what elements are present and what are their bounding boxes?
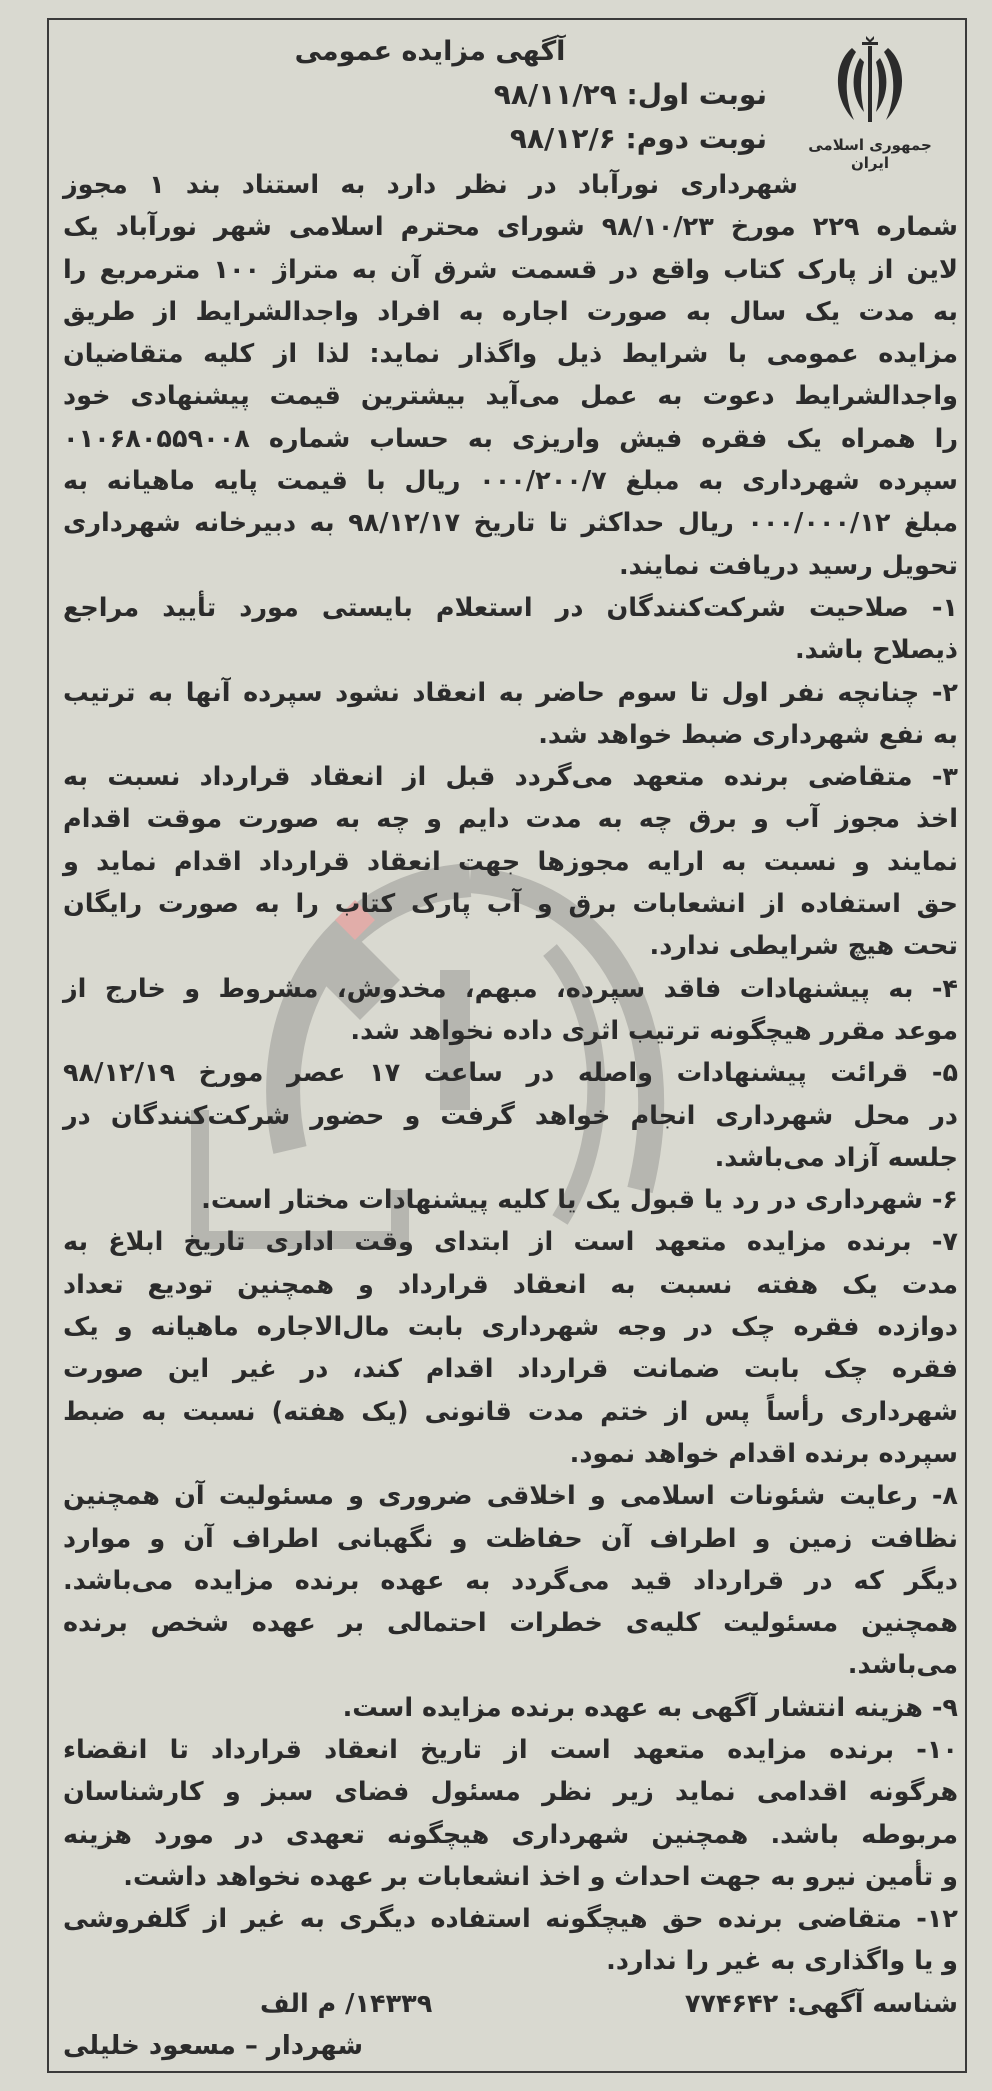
reference-code: ۱۴۳۳۹/ م الف (260, 1988, 433, 2019)
text-line: سپرده شهرداری به مبلغ ۰۰۰/۲۰۰/۷ ریال با قیمت پایه ماهیانه به (63, 466, 958, 497)
paragraph-intro (63, 164, 958, 587)
text-line: را همراه یک فقره فیش واریزی به حساب شماره ۰۱۰۶۸۰۵۵۹۰۰۸ (63, 423, 958, 454)
logo-caption: جمهوری اسلامی ایران (808, 136, 932, 172)
paragraph-item-12 (63, 1898, 958, 1983)
emblem-icon (820, 30, 920, 130)
ad-id-line (63, 1983, 958, 2025)
text-line: مبلغ ۰۰۰/۰۰۰/۱۲ ریال حداکثر تا تاریخ ۹۸/۱۲/۱۷ به دبیرخانه شهرداری (63, 508, 959, 539)
paragraph-item-2 (63, 672, 958, 757)
text-line: حق استفاده از انشعابات برق و آب پارک کتاب را به صورت رایگان (63, 889, 958, 920)
text-line: ۷- برنده مزایده متعهد است از ابتدای وقت اداری تاریخ ابلاغ به (63, 1227, 958, 1258)
text-line: تحویل رسید دریافت نمایند. (618, 550, 958, 581)
paragraph-item-6 (63, 1179, 958, 1221)
paragraph-item-5 (63, 1052, 958, 1179)
text-line: شهرداری رأساً پس از ختم مدت قانونی (یک هفته) نسبت به ضبط (63, 1396, 958, 1427)
text-line: سپرده برنده اقدام خواهد نمود. (569, 1438, 958, 1469)
paragraph-item-1 (63, 587, 958, 672)
text-line: به نفع شهرداری ضبط خواهد شد. (538, 719, 958, 750)
text-line: لاین از پارک کتاب واقع در قسمت شرق آن به متراژ ۱۰۰ مترمربع را (63, 254, 958, 285)
text-line: ۵- قرائت پیشنهادات واصله در ساعت ۱۷ عصر مورخ ۹۸/۱۲/۱۹ (63, 1058, 959, 1089)
paragraph-item-8 (63, 1475, 958, 1686)
mayor-signature: شهردار – مسعود خلیلی (63, 2031, 364, 2062)
text-line: نظافت زمین و اطراف آن حفاظت و نگهبانی اطراف آن و موارد (63, 1523, 958, 1554)
paragraph-item-10 (63, 1729, 958, 1898)
text-line: ۹- هزینه انتشار آگهی به عهده برنده مزایده است. (342, 1692, 958, 1723)
text-line: ۱- صلاحیت شرکت‌کنندگان در استعلام بایستی مورد تأیید مراجع (63, 592, 958, 623)
text-line: شهرداری نورآباد در نظر دارد به استناد بند ۱ مجوز (63, 170, 798, 200)
paragraph-item-7 (63, 1221, 958, 1475)
text-line: فقره چک بابت ضمانت قرارداد اقدام کند، در غیر این صورت (63, 1354, 958, 1385)
text-line: و یا واگذاری به غیر را ندارد. (606, 1946, 958, 1977)
text-line: ۸- رعایت شئونات اسلامی و اخلاقی ضروری و مسئولیت آن همچنین (63, 1481, 958, 1512)
text-line: در محل شهرداری انجام خواهد گرفت و حضور شرکت‌کنندگان در (63, 1100, 958, 1131)
text-line: شماره ۲۲۹ مورخ ۹۸/۱۰/۲۳ شورای محترم اسلامی شهر نورآباد یک (63, 212, 958, 243)
text-line: و تأمین نیرو به جهت احداث و اخذ انشعابات بر عهده نخواهد داشت. (123, 1861, 958, 1892)
ad-body (63, 164, 958, 2067)
text-line: ۳- متقاضی برنده متعهد می‌گردد قبل از انعقاد قرارداد نسبت به (63, 762, 958, 793)
text-line: ۲- چنانچه نفر اول تا سوم حاضر به انعقاد نشود سپرده آنها به ترتیب (63, 677, 958, 708)
text-line: موعد مقرر هیچگونه ترتیب اثری داده نخواهد شد. (350, 1015, 958, 1046)
first-notice-date: نوبت اول: ۹۸/۱۱/۲۹ (493, 78, 767, 111)
ad-id: شناسه آگهی: ۷۷۴۶۴۲ (684, 1988, 958, 2019)
text-line: مدت یک هفته نسبت به انعقاد قرارداد و همچنین تودیع تعداد (63, 1269, 958, 1300)
iran-emblem-logo (800, 30, 940, 172)
text-line: به مدت یک سال به صورت اجاره به افراد واجدالشرایط از طریق (63, 296, 958, 327)
ad-title: آگهی مزایده عمومی (294, 36, 566, 67)
text-line: تحت هیچ شرایطی ندارد. (649, 931, 958, 962)
text-line: مربوطه باشد. همچنین شهرداری هیچگونه تعهدی در مورد هزینه (63, 1819, 958, 1850)
paragraph-item-4 (63, 968, 958, 1053)
text-line: جلسه آزاد می‌باشد. (714, 1142, 958, 1173)
paragraph-item-3 (63, 756, 958, 967)
text-line: دیگر که در قرارداد قید می‌گردد به عهده برنده مزایده می‌باشد. (63, 1565, 958, 1596)
text-line: ذیصلاح باشد. (794, 635, 958, 666)
text-line: ۱۲- متقاضی برنده حق هیچگونه استفاده دیگری به غیر از گلفروشی (63, 1904, 958, 1935)
text-line: ۴- به پیشنهادات فاقد سپرده، مبهم، مخدوش، مشروط و خارج از (63, 973, 958, 1004)
paragraph-item-9 (63, 1687, 958, 1729)
text-line: مزایده عمومی با شرایط ذیل واگذار نماید: لذا از کلیه متقاضیان (63, 339, 958, 370)
second-notice-date: نوبت دوم: ۹۸/۱۲/۶ (509, 122, 767, 155)
text-line: همچنین مسئولیت کلیه‌ی خطرات احتمالی بر عهده شخص برنده (63, 1608, 958, 1639)
text-line: ۱۰- برنده مزایده متعهد است از تاریخ انعقاد قرارداد تا انقضاء (63, 1734, 958, 1765)
text-line: می‌باشد. (847, 1650, 958, 1681)
text-line: نمایند و نسبت به ارایه مجوزها جهت انعقاد قرارداد اقدام نماید و (63, 846, 958, 877)
text-line: دوازده فقره چک در وجه شهرداری بابت مال‌الاجاره ماهیانه و یک (63, 1312, 958, 1343)
text-line: واجدالشرایط دعوت به عمل می‌آید بیشترین قیمت پیشنهادی خود (63, 381, 958, 412)
text-line: ۶- شهرداری در رد یا قبول یک یا کلیه پیشنهادات مختار است. (201, 1185, 958, 1216)
text-line: هرگونه اقدامی نماید زیر نظر مسئول فضای سبز و کارشناسان (63, 1777, 958, 1808)
signature-line (63, 2025, 958, 2067)
text-line: اخذ مجوز آب و برق چه به مدت دایم و چه به صورت موقت اقدام (63, 804, 958, 835)
